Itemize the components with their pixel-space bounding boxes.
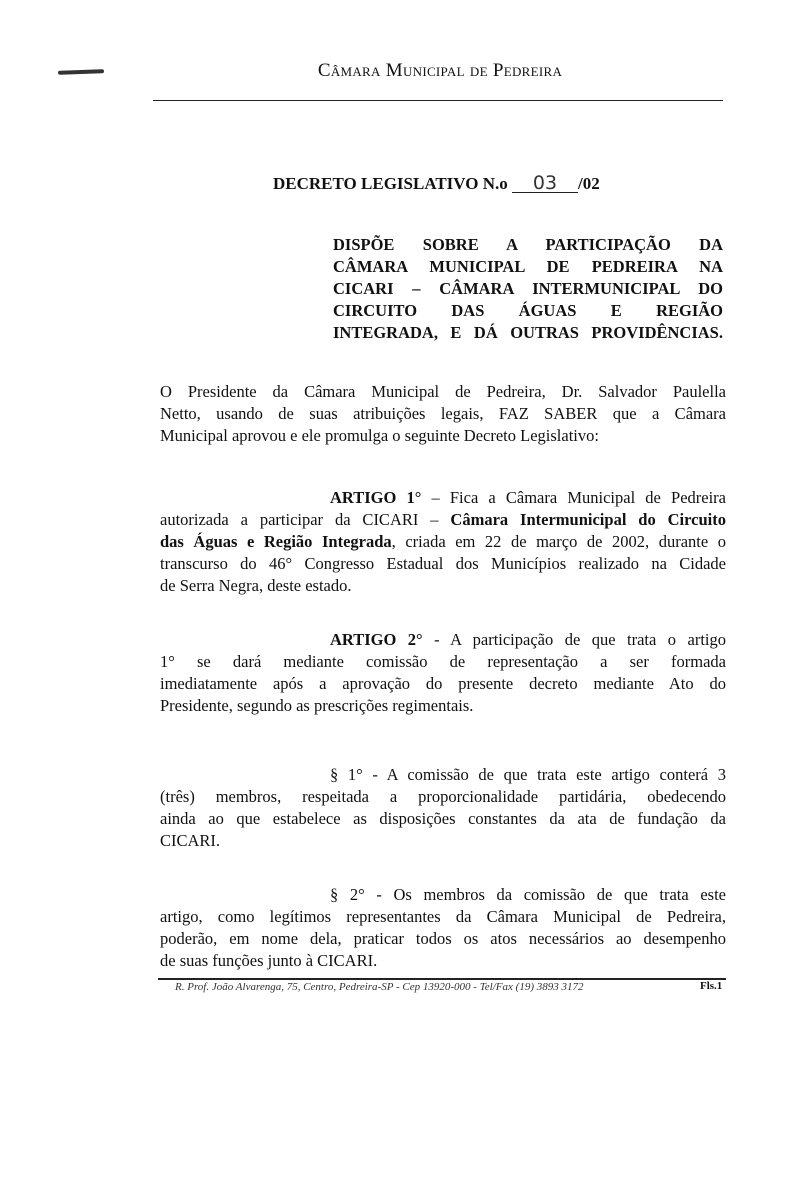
text-line: CICARI. bbox=[160, 831, 221, 850]
text: autorizada a participar da CICARI – bbox=[160, 510, 451, 529]
text-line: artigo, como legítimos representantes da Câmara Municipal de Pedreira, bbox=[160, 907, 726, 926]
header-divider bbox=[153, 100, 723, 101]
text-line: Municipal aprovou e ele promulga o seguinte Decreto Legislativo: bbox=[160, 426, 599, 445]
subject-line: CÂMARA MUNICIPAL DE PEDREIRA NA bbox=[333, 257, 723, 276]
subject-line: CIRCUITO DAS ÁGUAS E REGIÃO bbox=[333, 301, 723, 320]
text-line: § 2° - Os membros da comissão de que trata este bbox=[330, 885, 726, 904]
text-line bbox=[160, 531, 726, 553]
footer-divider bbox=[158, 978, 726, 980]
text-line: ainda ao que estabelece as disposições constantes da ata de fundação da bbox=[160, 809, 726, 828]
decree-number: 03 bbox=[512, 174, 578, 193]
text-line: Netto, usando de suas atribuições legais, FAZ SABER que a Câmara bbox=[160, 404, 726, 423]
page-folio: Fls.1 bbox=[700, 980, 723, 992]
text: – Fica a Câmara Municipal de Pedreira bbox=[421, 488, 726, 507]
decree-label: DECRETO LEGISLATIVO N.o bbox=[273, 174, 508, 193]
text-line: Presidente, segundo as prescrições regimentais. bbox=[160, 696, 474, 715]
text: , criada em 22 de março de 2002, durante o bbox=[391, 532, 726, 551]
subject-line: CICARI – CÂMARA INTERMUNICIPAL DO bbox=[333, 279, 723, 298]
text-line: O Presidente da Câmara Municipal de Pedreira, Dr. Salvador Paulella bbox=[160, 382, 726, 401]
subject-line: INTEGRADA, E DÁ OUTRAS PROVIDÊNCIAS. bbox=[333, 323, 723, 342]
subject-line: DISPÕE SOBRE A PARTICIPAÇÃO DA bbox=[333, 235, 723, 254]
bold-text: Câmara Intermunicipal do Circuito bbox=[450, 510, 726, 529]
text-line: de suas funções junto à CICARI. bbox=[160, 951, 378, 970]
preamble bbox=[160, 381, 726, 447]
decree-title bbox=[273, 174, 600, 194]
bold-text: das Águas e Região Integrada bbox=[160, 532, 392, 551]
text-line: § 1° - A comissão de que trata este artigo conterá 3 bbox=[330, 765, 726, 784]
article-label: ARTIGO 2° bbox=[330, 630, 423, 649]
article-2 bbox=[160, 629, 726, 717]
text-line: poderão, em nome dela, praticar todos os atos necessários ao desempenho bbox=[160, 929, 726, 948]
decree-subject bbox=[333, 234, 723, 344]
paragraph-1 bbox=[160, 764, 726, 852]
text-line: imediatamente após a aprovação do presente decreto mediante Ato do bbox=[160, 674, 726, 693]
paragraph-2 bbox=[160, 884, 726, 972]
text-line: transcurso do 46° Congresso Estadual dos Municípios realizado na Cidade bbox=[160, 554, 726, 573]
text-line: (três) membros, respeitada a proporcionalidade partidária, obedecendo bbox=[160, 787, 726, 806]
article-1 bbox=[160, 487, 726, 597]
letterhead-title: Câmara Municipal de Pedreira bbox=[317, 60, 563, 81]
footer-address: R. Prof. João Alvarenga, 75, Centro, Pedreira-SP - Cep 13920-000 - Tel/Fax (19) 3893 3172 bbox=[175, 981, 584, 993]
article-label: ARTIGO 1° bbox=[330, 488, 422, 507]
text-line bbox=[160, 629, 726, 651]
text-line: de Serra Negra, deste estado. bbox=[160, 576, 352, 595]
text-line: 1° se dará mediante comissão de representação a ser formada bbox=[160, 652, 726, 671]
text-line bbox=[160, 487, 726, 509]
text-line bbox=[160, 509, 726, 531]
decree-year: /02 bbox=[577, 174, 600, 193]
text: - A participação de que trata o artigo bbox=[422, 630, 726, 649]
